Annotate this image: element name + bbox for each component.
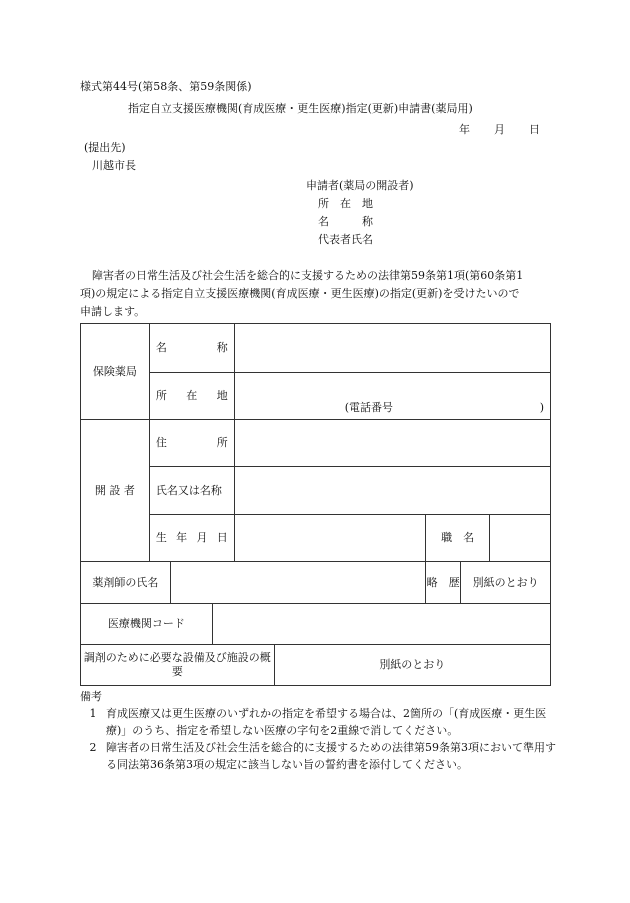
addressee: 川越市長 [92, 159, 136, 172]
pharmacist-name-label: 薬剤師の氏名 [81, 562, 171, 604]
career-value: 別紙のとおり [461, 562, 551, 604]
institution-code-field[interactable] [212, 604, 550, 645]
form-number: 様式第44号(第58条、第59条関係) [80, 80, 252, 93]
founder-name-field[interactable] [234, 467, 550, 515]
birthdate-label: 生 年 月 日 [149, 515, 234, 562]
body-text-line2: 項)の規定による指定自立支援医療機関(育成医療・更生医療)の指定(更新)を受けたいので [80, 287, 520, 300]
phone-label: (電話番号 [344, 401, 394, 414]
phone-close: ) [539, 401, 544, 414]
note-text: 障害者の日常生活及び社会生活を総合的に支援するための法律第59条第3項において準用する同法第36条第3項の規定に該当しない旨の誓約書を添付してください。 [106, 741, 556, 771]
submit-to-label: (提出先) [84, 141, 126, 154]
note-text: 育成医療又は更生医療のいずれかの指定を希望する場合は、2箇所の「(育成医療・更生医療)」のうち、指定を希望しない医療の字句を2重線で消してください。 [106, 707, 547, 737]
founder-address-label: 住 所 [149, 420, 234, 467]
date-day-label: 日 [529, 123, 540, 136]
applicant-address-label: 所 在 地 [318, 197, 373, 210]
founder-address-field[interactable] [234, 420, 550, 467]
pharmacy-address-label: 所 在 地 [149, 373, 234, 420]
pharmacy-name-label: 名 称 [149, 324, 234, 373]
pharmacy-group-label: 保険薬局 [81, 324, 150, 420]
note-item [80, 739, 560, 773]
form-title: 指定自立支援医療機関(育成医療・更生医療)指定(更新)申請書(薬局用) [128, 102, 473, 115]
body-text-line1: 障害者の日常生活及び社会生活を総合的に支援するための法律第59条第1項(第60条第1 [92, 269, 524, 282]
career-label: 略 歴 [426, 562, 461, 604]
birthdate-field[interactable] [234, 515, 425, 562]
notes-section [80, 688, 560, 773]
founder-name-label: 氏名又は名称 [149, 467, 234, 515]
founder-group-label: 開 設 者 [81, 420, 150, 562]
applicant-rep-label: 代表者氏名 [318, 233, 373, 246]
date-month-label: 月 [494, 123, 505, 136]
equipment-value: 別紙のとおり [274, 645, 550, 686]
institution-code-label: 医療機関コード [81, 604, 213, 645]
equipment-label: 調剤のために必要な設備及び施設の概要 [81, 645, 275, 686]
applicant-heading: 申請者(薬局の開設者) [306, 179, 414, 192]
position-field[interactable] [490, 515, 551, 562]
application-table [80, 323, 551, 686]
position-label: 職 名 [426, 515, 490, 562]
pharmacy-address-field[interactable] [234, 373, 550, 420]
body-text-line3: 申請します。 [80, 305, 146, 318]
applicant-name-label: 名 称 [318, 215, 373, 228]
date-year-label: 年 [459, 123, 470, 136]
pharmacist-name-field[interactable] [170, 562, 425, 604]
note-number: 1 [89, 707, 97, 720]
note-number: 2 [89, 741, 97, 754]
note-item [80, 705, 560, 739]
notes-heading: 備考 [80, 690, 102, 703]
pharmacy-name-field[interactable] [234, 324, 550, 373]
